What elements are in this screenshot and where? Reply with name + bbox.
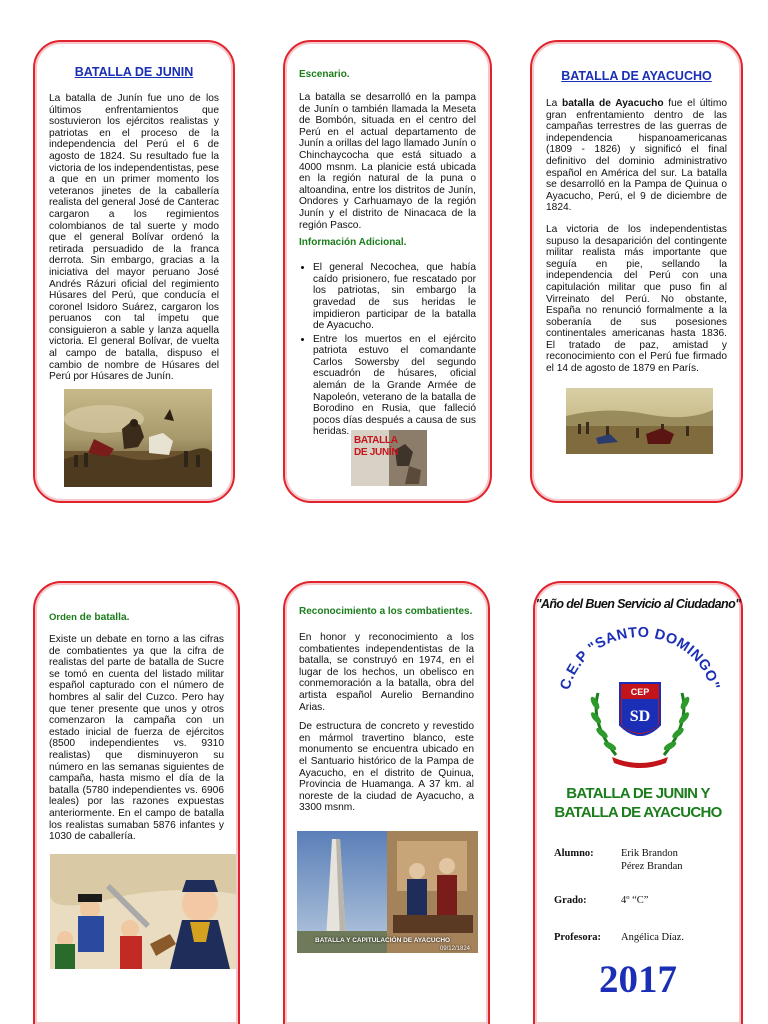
panel3-text-1-bold: batalla de Ayacucho <box>562 98 664 109</box>
panel3-text-1a: La <box>546 98 563 109</box>
reconocimiento-text-2: De estructura de concreto y revestido en mármol travertino blanco, este monumento se encuentra ubicado en el Santuario histórico de la Pampa de Ayacucho, en el distrito de Quinua, Provincia de Huamanga. A 37 km. al noreste de la ciudad de Ayacucho, a 3300 msnm. <box>299 721 474 814</box>
info-list <box>299 262 476 438</box>
list-item: • Entre los muertos en el ejército patriota estuvo el comandante Carlos Sowersby del segundo escuadrón de húsares, oficial alemán de la Grande Armée de Napoleón, veterano de la batalla de Borodino en Rusia, que falleció pocos días después a causa de sus heridas. <box>313 334 476 438</box>
year: 2017 <box>599 958 677 1001</box>
poster-title-2: DE JUNÍN <box>354 447 399 458</box>
junin-poster-image <box>351 430 427 486</box>
info-adicional-heading: Información Adicional. <box>299 237 407 249</box>
panel-reconocimiento <box>283 581 490 1024</box>
shield-top-text: CEP <box>630 687 650 697</box>
alumno-label: Alumno: <box>554 848 594 859</box>
cartoon-battle-image <box>50 854 236 969</box>
shield-mid-text: SD <box>629 708 651 725</box>
school-emblem <box>550 623 730 773</box>
image-date: 09/12/1824 <box>439 946 470 952</box>
list-item: • El general Necochea, que había caído prisionero, fue rescatado por los patriotas, sin embargo la gravedad de sus heridas le impidieron participar de la batalla de Ayacucho. <box>313 262 476 332</box>
orden-heading-a: Orden <box>49 612 80 623</box>
panel-batalla-junin <box>33 40 235 503</box>
alumno-name-1: Erik Brandon <box>621 848 678 859</box>
orden-heading <box>49 612 224 623</box>
junin-battle-painting <box>64 389 212 487</box>
cover-title: BATALLA DE JUNIN Y BATALLA DE AYACUCHO <box>554 785 722 821</box>
panel-escenario <box>283 40 492 503</box>
panel3-text-2: La victoria de los independentistas supuso la desaparición del contingente militar realista más importante que seguía en pie, sellando la independencia del Perú con una capitulación militar que puso fin al Virreinato del Perú. No obstante, España no renunció formalmente a la soberanía de sus posesiones continentales americanas hasta 1836. El tratado de paz, amistad y reconocimiento con el Perú fue firmado el 14 de agosto de 1879 en París. <box>546 223 727 375</box>
obelisco-art <box>297 831 478 953</box>
svg-text:C.E.P "SANTO DOMINGO" <box>558 625 723 692</box>
panel-orden-batalla <box>33 581 240 1024</box>
reconocimiento-heading: Reconocimiento a los combatientes. <box>299 606 473 617</box>
alumno-name-2: Pérez Brandan <box>621 861 683 872</box>
panel-cover <box>533 581 743 1024</box>
reconocimiento-text-1: En honor y reconocimiento a los combatientes independentistas de la batalla, se construyó en 1974, en el lugar de los hechos, un obelisco en conmemoración a la batalla, obra del artista español Aurelio Bernandino Arias. <box>299 632 474 713</box>
painting-image <box>566 388 713 454</box>
profesora-label: Profesora: <box>554 932 602 943</box>
image-caption: BATALLA Y CAPITULACIÓN DE AYACUCHO <box>315 937 451 944</box>
painting-image <box>64 389 212 487</box>
panel1-text: La batalla de Junín fue uno de los últimos enfrentamientos que sostuvieron los ejércitos realistas y patriotas en el proceso de la independencia del Perú el 6 de agosto de 1824. Su resultado fue la victoria de los independentistas, pese a que en un primer momento los veteranos jinetes de la caballería realista del general José de Canterac cargaron a los regimientos colombianos de tal suerte y modo que el general Bolívar ordenó la retirada persuadido de la franca derrota. Sin embargo, gracias a la iniciativa del mayor peruano José Andrés Rázuri oficial del regimiento Húsares del Perú, que conducía el coronel Isidoro Suárez, cargaron los peruanos con tal ímpetu que consiguieron a sable y lanza aquella victoria. El general Bolívar, de vuelta al campo de batalla, dispuso el cambio de nombre de Húsares del Perú por Húsares de Junín. <box>49 93 219 383</box>
ayacucho-battle-painting <box>566 388 713 454</box>
panel3-text-1b: fue el último gran enfrentamiento dentro de las campañas terrestres de las guerras de independencia hispanoamericanas (1809 - 1826) y significó el final definitivo del dominio administrativo español en América del sur. La batalla se desarrolló en la Pampa de Quinua o Ayacucho, Perú, el 9 de diciembre de 1824. <box>546 98 727 214</box>
cartoon-art <box>50 854 236 969</box>
school-arc-text: C.E.P "SANTO DOMINGO" <box>557 624 723 692</box>
escenario-heading: Escenario. <box>299 69 350 80</box>
motto: "Año del Buen Servicio al Ciudadano" <box>535 597 741 611</box>
panel1-title: BATALLA DE JUNIN <box>74 65 194 79</box>
panel-batalla-ayacucho <box>530 40 743 503</box>
orden-text: Existe un debate en torno a las cifras de combatientes ya que la cifra de realistas del parte de batalla de Sucre se tomó en cuenta del listado militar español capturado con el número de hombres al salir del Cuzco. Pero hay que tener presente que unos y otros comenzaron la campaña con un estado inicial de fuerza de ejércitos (8500 independientes vs. 9310 realistas) que disminuyeron su número en las semanas siguientes de campaña, hasta mismo el día de la batalla (5780 independientes vs. 6906 leales) por las razones expuestas anteriormente. En el campo de batalla los realistas sumaban 5876 infantes y 1030 de caballería. <box>49 634 224 843</box>
obelisco-image <box>297 831 478 953</box>
panel3-text-1 <box>546 98 727 214</box>
panel3-title: BATALLA DE AYACUCHO <box>561 69 712 83</box>
poster-title-1: BATALLA <box>354 435 398 446</box>
grado-label: Grado: <box>554 895 587 906</box>
orden-heading-b: de batalla. <box>79 612 130 623</box>
grado-value: 4º “C” <box>621 895 649 906</box>
profesora-value: Angélica Díaz. <box>621 932 684 943</box>
escenario-text: La batalla se desarrolló en la pampa de Junín o también llamada la Meseta de Bombón, situada en el centro del Perú en el actual departamento de Junín a orillas del lago llamado Junín o Chinchaycocha que está situado a 4000 msnm. La planicie está ubicada en la región natural de la puna o altoandina, entre los distritos de Junín, Ondores y Carhuamayo de la región Junín y el distrito de Ninacaca de la región Pasco. <box>299 92 476 231</box>
